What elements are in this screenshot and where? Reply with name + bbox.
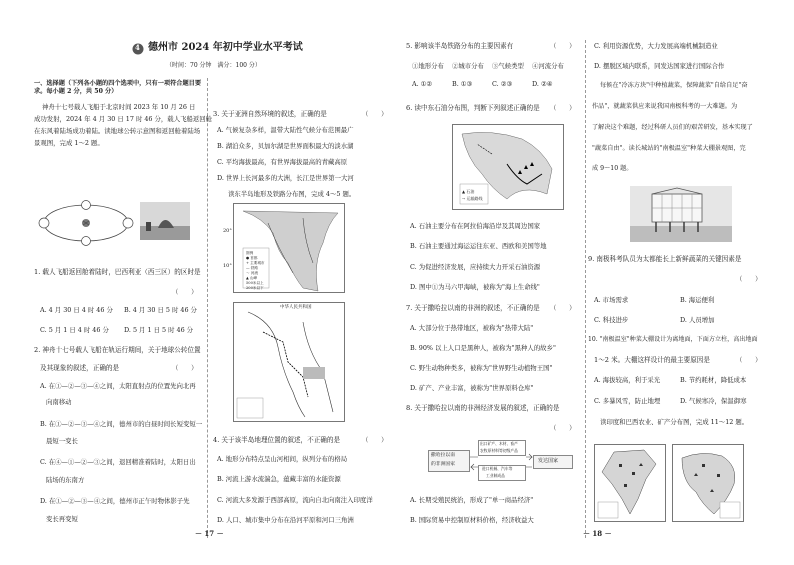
arrow-label: 农牧原材料等初级产品 (480, 448, 518, 453)
page-number: － 18 － (583, 529, 612, 538)
intro-line: "蔬菜自由"。读长城站的"南极温室"种菜大棚景观图，完 (592, 145, 746, 152)
question-3: 3. 关于亚洲自然环境的叙述，正确的是 (213, 110, 327, 118)
option[interactable]: B. 国际贸易中控制原材料价格，经济收益大 (410, 516, 534, 524)
answer-paren: （ ） (550, 104, 576, 112)
question-4: 4. 关于该半岛地理位置的叙述，不正确的是 (213, 436, 341, 444)
option[interactable]: C. 利用资源优势，大力发展高端机械制造业 (594, 42, 718, 50)
option[interactable]: C. 科技进步 (594, 316, 629, 324)
option[interactable]: A. ①② (412, 80, 433, 88)
option[interactable]: A. 市场需求 (594, 296, 629, 304)
option: 晨短一变长 (46, 437, 78, 445)
intro-line: 在东风着陆场成功着陆。读地球公转示意图和返回舱着陆场 (34, 127, 201, 135)
question-9: 9. 南极科考队员为太都能长上新鲜蔬菜的关键因素是 (588, 255, 742, 263)
sub-item: ④河流分布 (532, 62, 564, 70)
antarctic-greenhouse-photo (630, 186, 732, 242)
answer-paren: （ ） (550, 42, 576, 50)
legend-item: 图例 (246, 251, 254, 255)
legend-item: + 主要城市 (246, 261, 265, 265)
question-2: 2. 神舟十七号载人飞船在轨运行期间，关于地球公转位置 (34, 346, 201, 354)
option[interactable]: D. 在①—②—③—④之间，德州市正午时物体影子先 (40, 497, 190, 505)
section-title: 一、选择题（下列各小题的四个选项中，只有一项符合题目要求。每小题 2 分，共 50 分） (34, 80, 202, 95)
railway-distribution-map (233, 302, 345, 422)
arrow-label: 工业制成品 (486, 473, 505, 478)
option[interactable]: B. 海运便利 (680, 296, 715, 304)
intro-line: 了解决这个难题，经过科研人员们的艰苦研发，基本实现了 (592, 124, 753, 131)
answer-paren: （ ） (550, 304, 576, 312)
sub-item: ③气候类型 (492, 62, 524, 70)
option[interactable]: A. 海拔较高，利于采光 (594, 376, 661, 384)
option[interactable]: D. 矿产、产业丰富，被称为"世界原料仓库" (410, 384, 534, 392)
question-5: 5. 影响该半岛铁路分布的主要因素有 (406, 42, 514, 50)
legend-item: ▲ 石油 (462, 189, 475, 194)
option[interactable]: A. 在①—②—③—④之间，太阳直射点的位置先向北再 (40, 382, 196, 390)
intro-line: 作品"，就蔬菜供应来说我国南极科考的一大难题。为 (592, 103, 738, 110)
answer-paren: （ ） (172, 288, 198, 296)
option[interactable]: B. 石油主要通过海运运往东亚、西欧和美国等地 (410, 242, 547, 250)
column-divider (585, 40, 586, 538)
answer-paren: （ ） (362, 110, 388, 118)
option[interactable]: A. 石油主要分布在阿拉伯海沿岸及其周边国家 (410, 222, 541, 230)
arrow-label: 出口矿产、木材、畜产 (480, 441, 518, 446)
india-map (594, 444, 666, 522)
exam-number: 4 (135, 43, 140, 52)
intro-line: 成 9～10 题。 (592, 165, 633, 172)
legend-item: 500米以上 (246, 281, 264, 285)
option[interactable]: B. 节约耗材，降低成本 (680, 376, 747, 384)
flow-arrows (468, 447, 538, 477)
sub-item: ①地形分布 (412, 62, 444, 70)
option[interactable]: A. 长期受殖民统治，形成了"单一商品经济" (410, 496, 534, 504)
option[interactable]: D. 5 月 1 日 5 时 46 分 (124, 326, 194, 334)
option[interactable]: B. 河流上游水流湍急，蕴藏丰富的水能资源 (217, 475, 341, 483)
exam-title: 德州市 2024 年初中学业水平考试 (148, 42, 303, 53)
arrow-label: 进口机械、汽车等 (482, 466, 513, 471)
brazil-map (672, 444, 744, 522)
option[interactable]: B. 在①—②—③—④之间，德州市的白昼时间长短变短一 (40, 420, 203, 428)
earth-orbit-diagram (36, 193, 136, 253)
intro-line: 神舟十七号载人飞船于北京时间 2023 年 10 月 26 日 (42, 103, 196, 111)
option: 变长再变短 (46, 515, 78, 523)
question-1: 1. 载人飞船返回舱着陆时，巴西利亚（西三区）的区时是 (34, 268, 201, 276)
option[interactable]: D. 气候寒冷，保温御寒 (680, 397, 747, 405)
intro-line: 景观图，完成 1～2 题。 (34, 139, 104, 147)
answer-paren: （ ） (550, 424, 576, 432)
option[interactable]: C. 在④—①—②—③之间，退回精准着陆时，太阳日出 (40, 458, 196, 466)
option: 陆场的东南方 (46, 476, 85, 484)
box-label: 发达国家 (538, 458, 559, 464)
column-divider (207, 78, 208, 538)
intro-line: 成功发射，2024 年 4 月 30 日 17 时 46 分，载人飞船返回舱 (34, 115, 213, 123)
option[interactable]: C. 河流大多发源于西部高原，流向自北向南注入印度洋 (217, 496, 373, 504)
option[interactable]: B. 90% 以上人口是黑种人，被称为"黑种人的故乡" (410, 344, 556, 352)
box-label: 撒哈拉以南 (431, 453, 455, 458)
option[interactable]: A. 4 月 30 日 4 时 46 分 (40, 306, 113, 314)
answer-paren: （ ） (736, 275, 762, 283)
option[interactable]: B. 湖泊众多，贝加尔湖是世界面积最大的淡水湖 (217, 142, 354, 150)
map-title: 中华人民共和国 (280, 305, 312, 310)
question-2: 及其现象的叙述，正确的是 (40, 364, 120, 372)
intro-line: 每候在"冷冻方块"中种植蔬菜，保障蔬菜"自给自足"奋 (600, 82, 748, 89)
latitude-label: 10° (223, 263, 232, 269)
option: 向南移动 (46, 398, 72, 406)
answer-paren: （ ） (362, 436, 388, 444)
option[interactable]: C. 多暴风雪，防止地埋 (594, 397, 661, 405)
option[interactable]: D. ②④ (532, 80, 553, 88)
answer-paren: （ ） (172, 364, 198, 372)
option[interactable]: B. 4 月 30 日 5 时 46 分 (124, 306, 197, 314)
landing-site-photo (140, 202, 190, 240)
question-10: 10. "南极温室"种菜大棚设计为离地面，下面方立柱，高出地面 (588, 336, 758, 343)
box-label: 的非洲国家 (431, 462, 455, 467)
intro-line: 读印度和巴西农业、矿产分布图，完成 11～12 题。 (600, 418, 749, 426)
option[interactable]: D. 摆脱区域内联系，同发达国家进行国际合作 (594, 62, 725, 70)
option[interactable]: D. 图中①为马六甲海峡，被称为"海上生命线" (410, 283, 540, 291)
legend-item: ～ 河流 (246, 271, 258, 275)
legend-item: ⇢ 运输路线 (462, 196, 483, 201)
exam-time: （时间：70 分钟 满分：100 分） (166, 62, 261, 69)
legend-item: 200米以下 (246, 286, 264, 290)
option[interactable]: C. 为促进经济发展，应持续大力开采石油资源 (410, 263, 541, 271)
option[interactable]: D. 人员增加 (680, 316, 715, 324)
question-10: 1～2 米。大棚这样设计的最主要原因是 (594, 356, 710, 364)
option[interactable]: A. 大部分位于热带地区，被称为"热带大陆" (410, 324, 534, 332)
option[interactable]: D. 人口、城市集中分布在沿河平原和河口三角洲 (217, 516, 354, 524)
legend-item: — 铁路 (246, 266, 258, 270)
option[interactable]: B. ①③ (452, 80, 473, 88)
question-7: 7. 关于撒哈拉以南的非洲的叙述，不正确的是 (406, 304, 540, 312)
option[interactable]: D. 世界上长河最多的大洲，长江是世界第一大河 (217, 174, 354, 182)
option[interactable]: C. 野生动物种类多，被称为"世界野生动植物王国" (410, 364, 553, 372)
option[interactable]: C. 5 月 1 日 4 时 46 分 (40, 326, 109, 334)
sub-item: ②城市分布 (452, 62, 484, 70)
latitude-label: 20° (223, 228, 232, 234)
legend-item: ▲ 山峰 (246, 276, 258, 280)
question-8: 8. 关于撒哈拉以南的非洲经济发展的叙述，正确的是 (406, 404, 560, 412)
option[interactable]: A. 气候复杂多样，温带大陆性气候分布范围最广 (217, 126, 354, 134)
page-number: － 17 － (195, 529, 224, 538)
intro-line: 读东半岛地形及铁路分布图，完成 4～5 题。 (228, 190, 356, 198)
legend-item: ● 首都 (246, 256, 258, 260)
question-6: 6. 读中东石油分布图，判断下列叙述正确的是 (406, 104, 540, 112)
answer-paren: （ ） (736, 356, 762, 364)
option[interactable]: C. 平均海拔最高，有世界海拔最高的青藏高原 (217, 158, 348, 166)
option[interactable]: A. 地形分布特点呈山河相间，纵列分布的格局 (217, 455, 348, 463)
option[interactable]: C. ②③ (492, 80, 513, 88)
